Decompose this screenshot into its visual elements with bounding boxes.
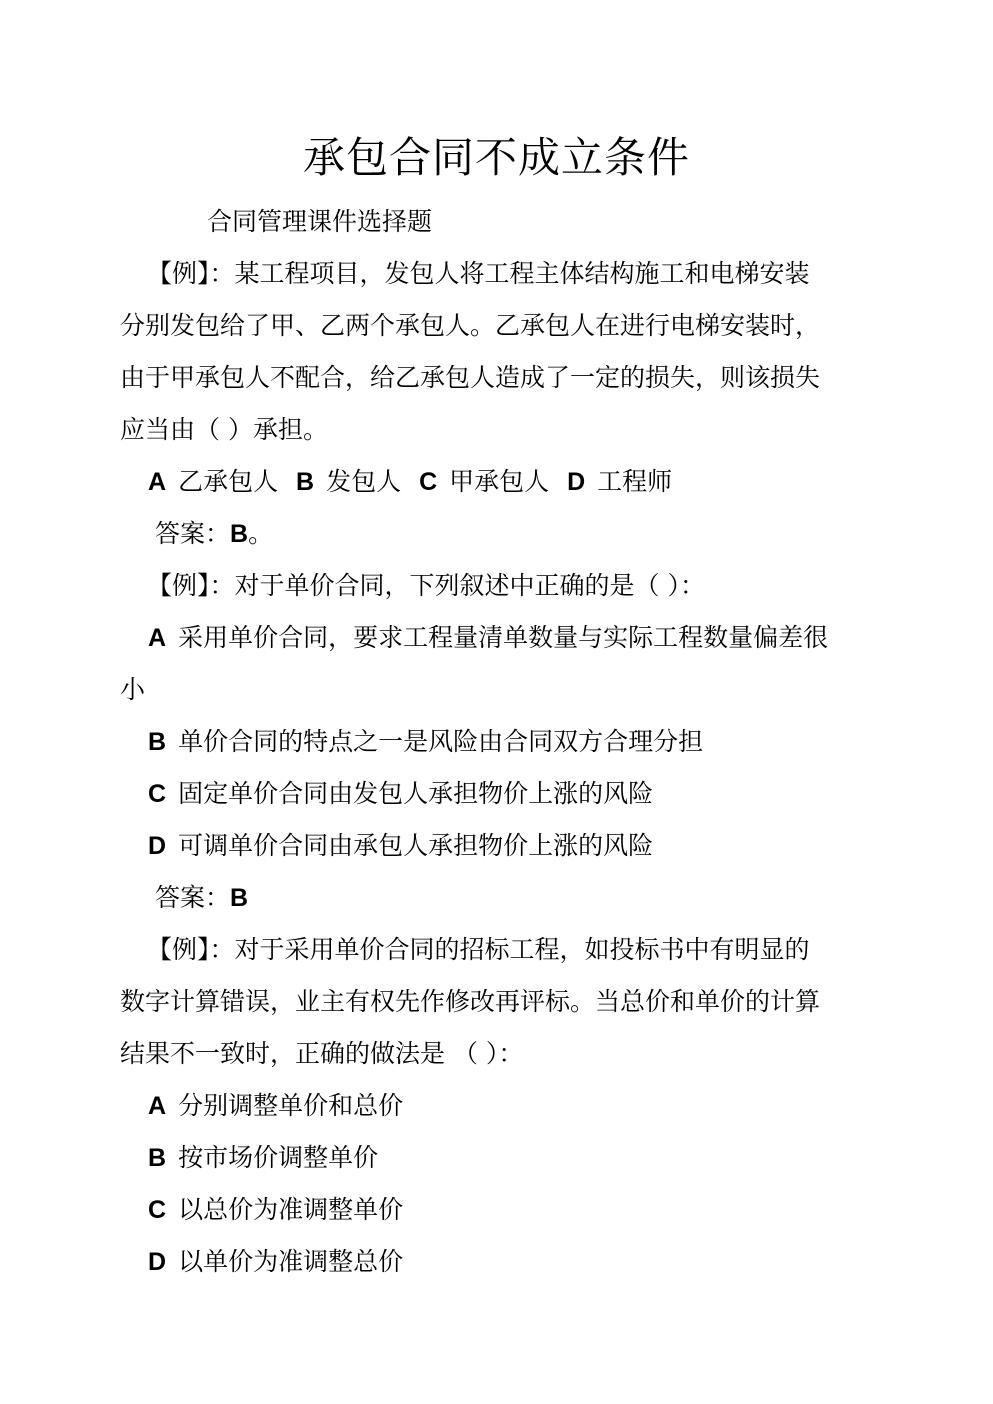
option-text: 以总价为准调整单价 [178, 1195, 404, 1224]
answer-label: 答案： [155, 883, 231, 912]
option-b [148, 722, 703, 762]
option-letter: A [148, 1092, 167, 1120]
option-a [148, 618, 828, 658]
option-c [148, 774, 653, 814]
answer-label: 答案： [155, 519, 231, 548]
option-letter: D [148, 832, 167, 860]
question-stem-line: 【例】：对于采用单价合同的招标工程，如投标书中有明显的 [147, 935, 810, 964]
option-text: 发包人 [326, 467, 402, 496]
document-subtitle: 合同管理课件选择题 [207, 207, 433, 236]
option-a-continuation: 小 [120, 675, 146, 704]
question-stem-line: 应当由（ ）承担。 [120, 415, 328, 444]
answer-value: B [230, 520, 249, 548]
option-text: 单价合同的特点之一是风险由合同双方合理分担 [178, 727, 704, 756]
option-d [148, 826, 653, 866]
inline-options [148, 462, 672, 502]
option-letter: D [567, 468, 586, 496]
option-d [148, 1242, 403, 1282]
answer-suffix: 。 [248, 519, 274, 548]
option-a [148, 1086, 403, 1126]
answer [155, 878, 248, 918]
option-letter: D [148, 1248, 167, 1276]
option-b [148, 1138, 378, 1178]
option-letter: A [148, 468, 167, 496]
answer [155, 514, 273, 554]
question-stem-line: 结果不一致时，正确的做法是 （ ）： [120, 1039, 524, 1068]
document-title: 承包合同不成立条件 [302, 133, 690, 182]
option-letter: C [148, 780, 167, 808]
option-text: 以单价为准调整总价 [178, 1247, 404, 1276]
option-text: 甲承包人 [449, 467, 550, 496]
option-text: 工程师 [597, 467, 673, 496]
option-letter: B [296, 468, 315, 496]
question-stem-line: 【例】：对于单价合同，下列叙述中正确的是（ ）： [147, 571, 705, 600]
option-text: 采用单价合同，要求工程量清单数量与实际工程数量偏差很 [178, 623, 829, 652]
option-letter: B [148, 728, 167, 756]
option-letter: C [419, 468, 438, 496]
question-stem-line: 【例】：某工程项目，发包人将工程主体结构施工和电梯安装 [147, 259, 810, 288]
option-text: 按市场价调整单价 [178, 1143, 379, 1172]
option-text: 乙承包人 [178, 467, 279, 496]
question-stem-line: 由于甲承包人不配合，给乙承包人造成了一定的损失，则该损失 [120, 363, 821, 392]
answer-value: B [230, 884, 249, 912]
option-text: 分别调整单价和总价 [178, 1091, 404, 1120]
question-stem-line: 数字计算错误，业主有权先作修改再评标。当总价和单价的计算 [120, 987, 821, 1016]
option-letter: C [148, 1196, 167, 1224]
option-letter: B [148, 1144, 167, 1172]
option-letter: A [148, 624, 167, 652]
option-text: 固定单价合同由发包人承担物价上涨的风险 [178, 779, 654, 808]
question-stem-line: 分别发包给了甲、乙两个承包人。乙承包人在进行电梯安装时， [120, 311, 821, 340]
option-text: 可调单价合同由承包人承担物价上涨的风险 [178, 831, 654, 860]
option-c [148, 1190, 403, 1230]
